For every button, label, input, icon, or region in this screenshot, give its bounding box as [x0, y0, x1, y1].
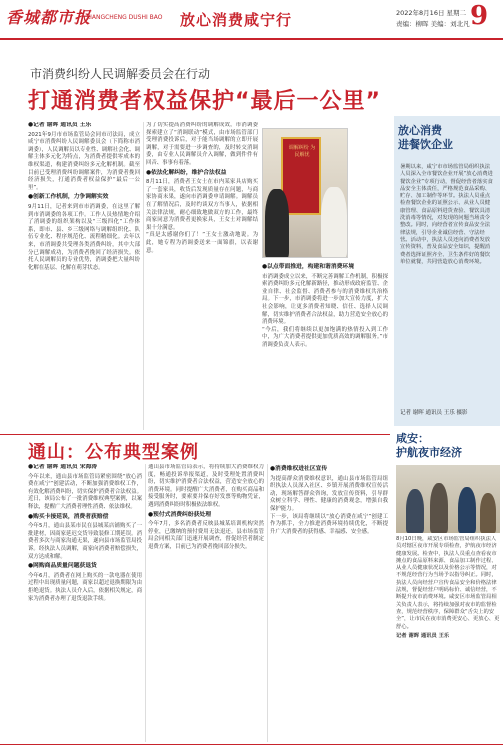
- sidebar-body: 暑期以来，咸宁市市场监管局组织执法人员深入全市餐饮企业开展“放心消费进餐饮企业”专项行动，督促经营者落实食品安全主体责任，严格规范食品采购、贮存、加工制作等环节。执法人员重点检查餐饮企业的证照公示、从业人员健康管理、食品原料进货查验、餐饮具清洗消毒等情况，对发现的问题当场责令整改。同时，向经营者宣传食品安全法律法规，引导企业诚信经营、守法经营。活动中，执法人员还向消费者发放宣传资料，普及食品安全知识，提醒消费者选择证照齐全、卫生条件好的餐饮单位就餐，共同营造放心消费环境。: [400, 164, 493, 265]
- section2-paragraph-5: 为提高群众消费维权意识，通山县市场监管局组织执法人员深入社区、乡镇开展消费维权宣传活动，现场解答群众咨询，发放宣传资料，引导群众树立科学、理性、健康的消费观念，增强自我保护能力。: [270, 475, 388, 512]
- lead-column-2: [146, 122, 258, 430]
- sidebar2-byline: 记者 谢晖 通讯员 王乐: [396, 632, 450, 639]
- person-figure: [406, 489, 424, 533]
- section2-paragraph-1: 今年5月，通山县某市民在县城某店铺购买了一批建材，因商家延迟交货导致装修工期延误。消费者多次与商家沟通无果，遂向县市场监管局投诉。经执法人员调解，商家向消费者赔偿损失，双方达成和解。: [28, 523, 142, 560]
- person-figure: [321, 187, 347, 258]
- section2-subhead-2: ●网购商品质量问题获退货: [28, 563, 97, 570]
- sidebar-byline: 记者 谢晖 通讯员 王乐 摄影: [400, 410, 468, 416]
- lead-paragraph-3: 8月11日，消费者王女士在市内某家具店购买了一套家具，收货后发现质量存在问题，与商家协商未果，遂向市消调委申请调解。调解员在了解情况后，及时约谈双方当事人，依据相关法律法规，耐心细致地做双方的工作，最终商家同意为消费者更换家具，王女士对调解结果十分满意。: [146, 179, 258, 231]
- sidebar2-body-text: 8月10日晚，咸安区市场监管局组织执法人员对辖区夜市开展专项检查，护航夜市经济健康发展。检查中，执法人员重点查看夜市摊点的食品原料来源、食品加工制作过程、从业人员健康状况以及价格公示等情况，对不规范经营行为当场予以指导纠正。同时，执法人员向经营户宣传食品安全和价格法律法规，督促经营户明码标价、诚信经营，不断提升夜市消费环境。咸安区市场监管局相关负责人表示，将持续加强对夜市的监督检查，规范经营秩序，保障群众“舌尖上的安全”，让市民在夜市消费更安心、更放心、更舒心。: [396, 536, 500, 630]
- section-divider: [0, 434, 390, 435]
- lead-subhead-3: ●以点带面推进，构建和谐消费环境: [262, 264, 355, 270]
- sidebar2-title-line-1: 咸安：: [396, 432, 429, 445]
- page-number: 9: [470, 1, 489, 31]
- sidebar2-photo: [396, 465, 500, 533]
- footer-rule: [0, 744, 503, 745]
- section2-subhead-1: ●购买卡接延误，消费者获赔偿: [28, 513, 109, 520]
- section2-paragraph-2: 今年6月，消费者在网上购买的一款电器在使用过程中出现质量问题，商家以超过退换期限为由拒绝退货。执法人员介入后，依据相关规定，商家为消费者办理了退货退款手续。: [28, 572, 142, 602]
- lead-paragraph-6: “今后，我们将继续以更加饱满的热情投入到工作中，为广大消费者提供更加优质高效的调解服务。”市消调委负责人表示。: [262, 326, 388, 348]
- lead-photo: [262, 128, 348, 258]
- sidebar-panel: [394, 116, 500, 426]
- section2-paragraph-4: 今年7月，多名消费者反映县城某培训机构突然停业，已缴纳的预付费用无法退还。县市场监管局会同相关部门迅速开展调查，督促经营者制定退费方案，目前已为消费者挽回部分损失。: [148, 521, 264, 550]
- banner-text: 调解纠纷 为民解忧: [288, 145, 316, 158]
- section2-byline: ●记者 谢晖 通讯员 宋海涛: [28, 464, 98, 470]
- lead-intro: 2021年9月市市场监管局会同市司法局，成立咸宁市消费纠纷人民调解委员会（下简称市消调委），人民调解员以专业性、调解社会化、调解主体多元化为特点，为消费者提供零成本的维权渠道，构建消费纠纷多元化解机制。截至目前已受理消费纠纷调解案件，为消费者挽回经济损失，打通消费者权益保护“最后一公里”。: [28, 131, 140, 191]
- lead-paragraph-2: 为了切实提高消费纠纷的调解成效，市消调委探索建立了“消调联动”模式，由市场监管部门受理消费投诉后，对于能当场调解的立即开展调解，对于需要进一步调查的，及时转交消调委，由专业人民调解员介入调解，做到件件有回音、事事有着落。: [146, 122, 258, 166]
- column-rule: [143, 122, 144, 430]
- lead-kicker: 市消费纠纷人民调解委员会在行动: [30, 67, 211, 81]
- masthead: [0, 0, 503, 40]
- lead-headline: 打通消费者权益保护“最后一公里”: [28, 89, 381, 114]
- section2-column-3: [270, 464, 388, 742]
- section2-column-2: [148, 464, 264, 742]
- person-figure: [430, 483, 448, 533]
- section2-intro: 今年以来，通山县市场监管局紧密围绕“放心消费在咸宁”创建活动，不断加强消费维权工作，有效化解消费纠纷，切实保护消费者合法权益。近日，该局公布了一批消费维权典型案例，以案释法，提醒广大消费者理性消费、依法维权。: [28, 473, 142, 510]
- newspaper-logo-sub: XIANGCHENG DUSHI BAO: [86, 14, 163, 21]
- sidebar2-body: [396, 536, 500, 742]
- person-figure: [265, 189, 289, 258]
- sidebar2-title: [396, 432, 462, 460]
- column-rule: [145, 464, 146, 742]
- section2-paragraph-3: 通山县市场监管局表示，将持续加大消费维权力度，畅通投诉举报渠道，及时受理处置消费纠纷，切实维护消费者合法权益，营造安全放心的消费环境。同时提醒广大消费者，在购买商品和接受服务时，要索要并保存好发票等购物凭证，遇到消费纠纷时积极依法维权。: [148, 464, 264, 508]
- lead-subhead-1: ●创新工作机制，力争调解实效: [28, 194, 109, 201]
- lead-paragraph-4: “真是太感谢你们了！”王女士激动地说。为此，她专程为消调委送来一面锦旗，以表谢意。: [146, 232, 258, 254]
- lead-paragraph-1: 9月11日，记者来到市市消调委，在这里了解到市消调委的各项工作。工作人员热情地介绍了消调委的组织架构以及“三级四化”工作体系，即市、县、乡三级网络与调解组织化、队伍专业化、程序规范化、流程精细化。去年以来，市消调委共受理各类消费纠纷，其中大部分已调解成功，为消费者挽回了经济损失。依托人民调解员的专业优势，消调委把大量纠纷化解在基层、化解在萌芽状态。: [28, 203, 140, 271]
- sidebar-title-line-2: 进餐饮企业: [398, 138, 453, 151]
- person-figure: [480, 493, 496, 533]
- column-rule: [267, 464, 268, 742]
- section2-paragraph-6: 下一步，该局将继续以“放心消费在咸宁”创建工作为抓手，全力推进消费环境持续优化，不断提升广大消费者的获得感、幸福感、安全感。: [270, 513, 388, 535]
- sidebar-title: [398, 124, 453, 152]
- newspaper-logo: 香城都市报: [6, 8, 92, 27]
- section2-column-1: [28, 464, 142, 742]
- person-figure: [458, 487, 476, 533]
- lead-subhead-2: ●依法化解纠纷，维护合法权益: [146, 169, 227, 176]
- section-title: 放心消费咸宁行: [180, 11, 293, 29]
- sidebar2-title-line-2: 护航夜市经济: [396, 446, 462, 459]
- lead-paragraph-5: 市消调委成立以来，不断完善调解工作机制，积极探索消费纠纷多元化解新路径，推动形成政府监管、企业自律、社会监督、消费者参与的消费维权共治格局。下一步，市消调委将进一步加大宣传力度，扩大社会影响，让更多消费者知晓、信任、选择人民调解，切实维护消费者合法权益，助力营造安全放心的消费环境。: [262, 273, 388, 326]
- sidebar-title-line-1: 放心消费: [398, 124, 442, 137]
- section2-headline: 通山：公布典型案例: [28, 442, 199, 463]
- lead-column-3: [262, 262, 388, 430]
- section2-subhead-4: ●消费维权进社区宣传: [270, 466, 328, 472]
- lead-byline: ●记者 谢晖 通讯员 王乐: [28, 122, 92, 128]
- section2-subhead-3: ●预付式消费纠纷获处理: [148, 511, 212, 518]
- lead-column-1: [28, 122, 140, 430]
- editor-credits: 责编：柳晖 美编：刘北凡: [396, 20, 470, 28]
- date-block: [396, 8, 470, 30]
- issue-date: 2022年8月16日 星期二: [396, 9, 467, 17]
